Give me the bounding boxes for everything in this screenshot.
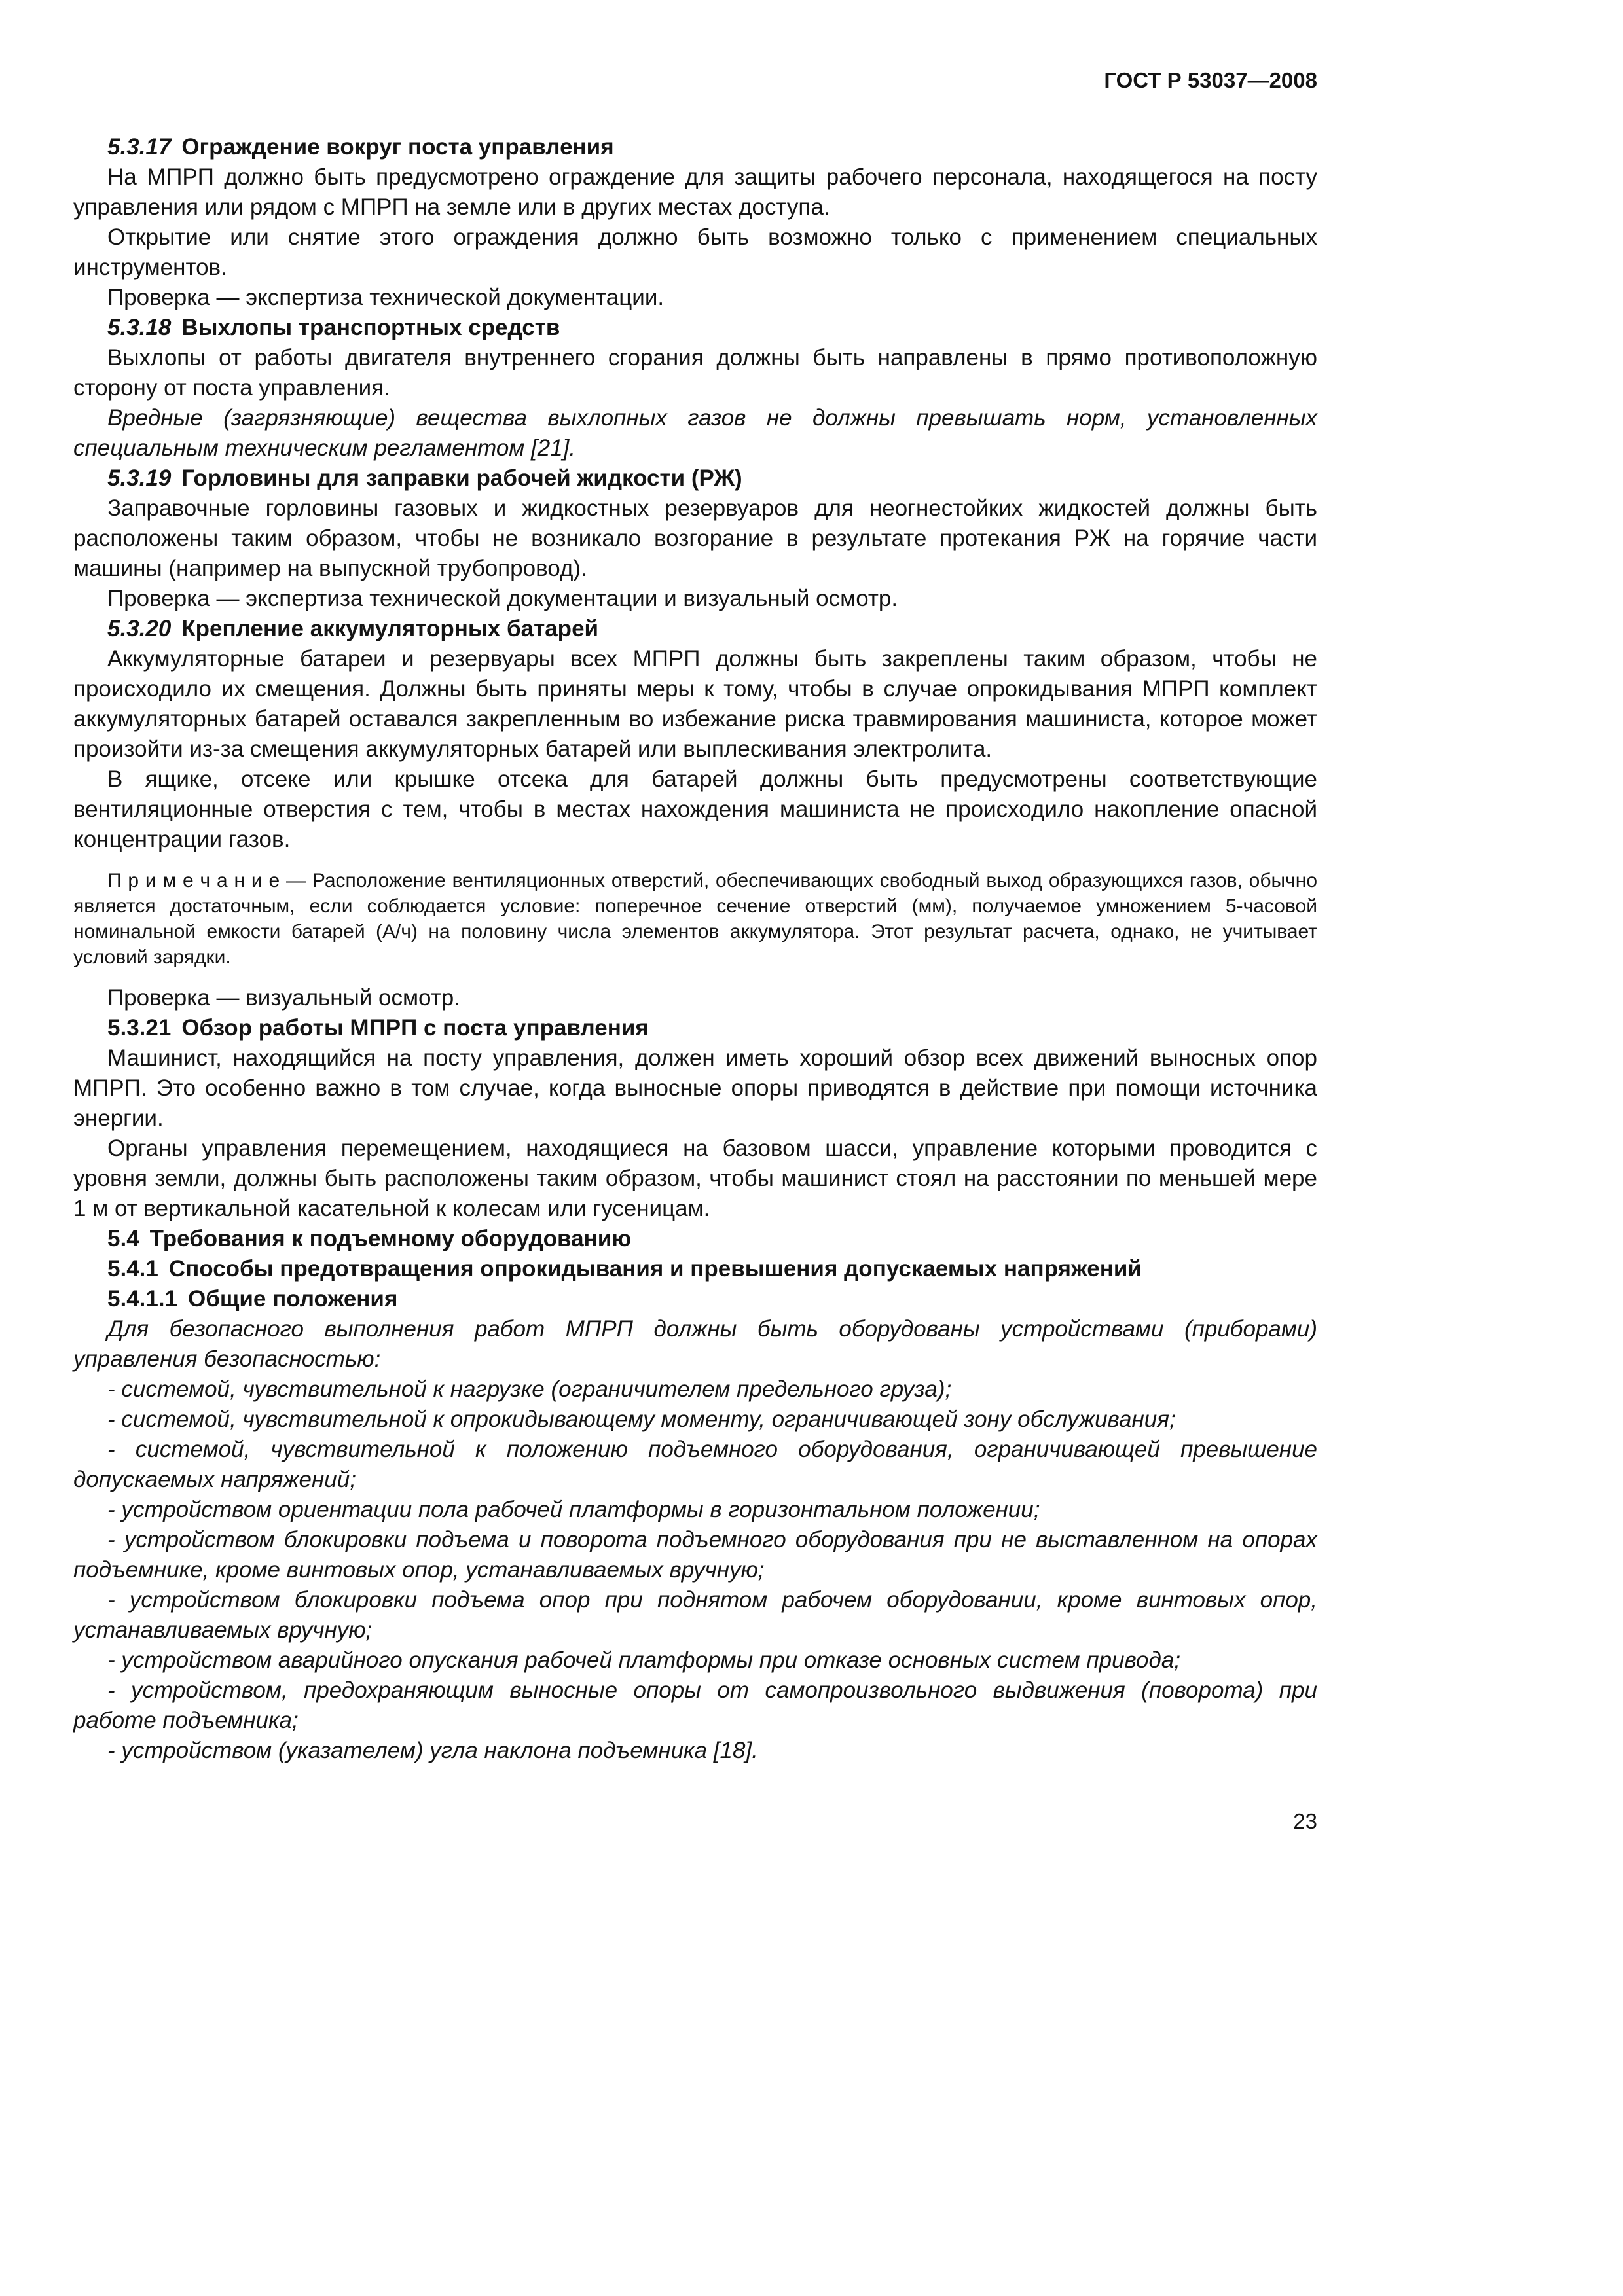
paragraph: Проверка — экспертиза технической документации. [107, 285, 665, 310]
paragraph: Проверка — экспертиза технической документации и визуальный осмотр. [107, 586, 898, 611]
paragraph: Выхлопы от работы двигателя внутреннего сгорания должны быть направлены в прямо противоположную сторону от поста управления. [73, 345, 1317, 401]
list-item-paragraph: - устройством (указателем) угла наклона подъемника [18]. [107, 1738, 758, 1763]
section-number: 5.3.20 [107, 616, 172, 641]
section-heading [73, 132, 1317, 162]
section-title: Способы предотвращения опрокидывания и превышения допускаемых напряжений [168, 1256, 1142, 1282]
section-title: Общие положения [188, 1286, 398, 1312]
paragraph: Открытие или снятие этого ограждения должно быть возможно только с применением специальных инструментов. [73, 224, 1317, 280]
section-heading [73, 313, 1317, 343]
section-title: Крепление аккумуляторных батарей [181, 616, 599, 641]
paragraph: Аккумуляторные батареи и резервуары всех МПРП должны быть закреплены таким образом, чтобы не происходило их смещения. Должны быть приняты меры к тому, чтобы в случае опрокидывания МПРП комплект аккумуляторных батарей оставался закрепленным во избежание риска травмирования машиниста, которое может произойти из-за смещения аккумуляторных батарей или выплескивания электролита. [73, 646, 1317, 762]
section-title: Ограждение вокруг поста управления [181, 134, 614, 160]
section-title: Требования к подъемному оборудованию [149, 1226, 632, 1251]
section-heading [73, 463, 1317, 493]
section-title: Выхлопы транспортных средств [181, 315, 560, 340]
paragraph: Органы управления перемещением, находящиеся на базовом шасси, управление которыми проводится с уровня земли, должны быть расположены таким образом, чтобы машинист стоял на расстоянии по меньшей мере 1 м от вертикальной касательной к колесам или гусеницам. [73, 1136, 1317, 1221]
list-item-paragraph: - устройством блокировки подъема опор при поднятом рабочем оборудовании, кроме винтовых опор, устанавливаемых вручную; [73, 1587, 1317, 1643]
list-item-paragraph: - устройством, предохраняющим выносные опоры от самопроизвольного выдвижения (поворота) при работе подъемника; [73, 1677, 1317, 1733]
paragraph: Машинист, находящийся на посту управления, должен иметь хороший обзор всех движений выносных опор МПРП. Это особенно важно в том случае, когда выносные опоры приводятся в действие при помощи источника энергии. [73, 1045, 1317, 1131]
section-number: 5.4.1.1 [107, 1286, 178, 1312]
paragraph-italic: Для безопасного выполнения работ МПРП должны быть оборудованы устройствами (приборами) управления безопасностью: [73, 1316, 1317, 1372]
section-number: 5.3.21 [107, 1015, 172, 1041]
section-heading [73, 614, 1317, 644]
section-title: Обзор работы МПРП с поста управления [181, 1015, 649, 1041]
section-title: Горловины для заправки рабочей жидкости (РЖ) [181, 465, 742, 491]
page-content [73, 68, 1317, 1834]
list-item-paragraph: - устройством аварийного опускания рабочей платформы при отказе основных систем привода; [107, 1647, 1181, 1673]
section-number: 5.3.19 [107, 465, 172, 491]
document-code-header: ГОСТ Р 53037—2008 [1104, 68, 1317, 92]
paragraph: Проверка — визуальный осмотр. [107, 985, 460, 1011]
note-paragraph: П р и м е ч а н и е — Расположение вентиляционных отверстий, обеспечивающих свободный выход образующихся газов, обычно является достаточным, если соблюдается условие: поперечное сечение отверстий (мм), получаемое умножением 5-часовой номинальной емкости батарей (А/ч) на половину числа элементов аккумулятора. Этот результат расчета, однако, не учитывает условий зарядки. [73, 870, 1317, 968]
page-number: 23 [1293, 1809, 1317, 1833]
paragraph-italic: Вредные (загрязняющие) вещества выхлопных газов не должны превышать норм, установленных специальным техническим регламентом [21]. [73, 405, 1317, 461]
paragraph: В ящике, отсеке или крышке отсека для батарей должны быть предусмотрены соответствующие вентиляционные отверстия с тем, чтобы в местах нахождения машиниста не происходило накопление опасной концентрации газов. [73, 766, 1317, 852]
list-item-paragraph: - устройством ориентации пола рабочей платформы в горизонтальном положении; [107, 1497, 1040, 1522]
list-item-paragraph: - системой, чувствительной к нагрузке (ограничителем предельного груза); [107, 1376, 952, 1402]
section-number: 5.3.17 [107, 134, 172, 160]
section-number: 5.4.1 [107, 1256, 158, 1282]
paragraph: На МПРП должно быть предусмотрено ограждение для защиты рабочего персонала, находящегося на посту управления или рядом с МПРП на земле или в других местах доступа. [73, 164, 1317, 220]
section-heading [73, 1254, 1317, 1284]
list-item-paragraph: - системой, чувствительной к опрокидывающему моменту, ограничивающей зону обслуживания; [107, 1407, 1176, 1432]
section-number: 5.4 [107, 1226, 139, 1251]
section-number: 5.3.18 [107, 315, 172, 340]
list-item-paragraph: - системой, чувствительной к положению подъемного оборудования, ограничивающей превышение допускаемых напряжений; [73, 1437, 1317, 1492]
section-heading [73, 1224, 1317, 1254]
section-heading [73, 1284, 1317, 1314]
list-item-paragraph: - устройством блокировки подъема и поворота подъемного оборудования при не выставленном на опорах подъемнике, кроме винтовых опор, устанавливаемых вручную; [73, 1527, 1317, 1583]
section-heading [73, 1013, 1317, 1043]
paragraph: Заправочные горловины газовых и жидкостных резервуаров для неогнестойких жидкостей должны быть расположены таким образом, чтобы не возникало возгорание в результате протекания РЖ на горячие части машины (например на выпускной трубопровод). [73, 495, 1317, 581]
